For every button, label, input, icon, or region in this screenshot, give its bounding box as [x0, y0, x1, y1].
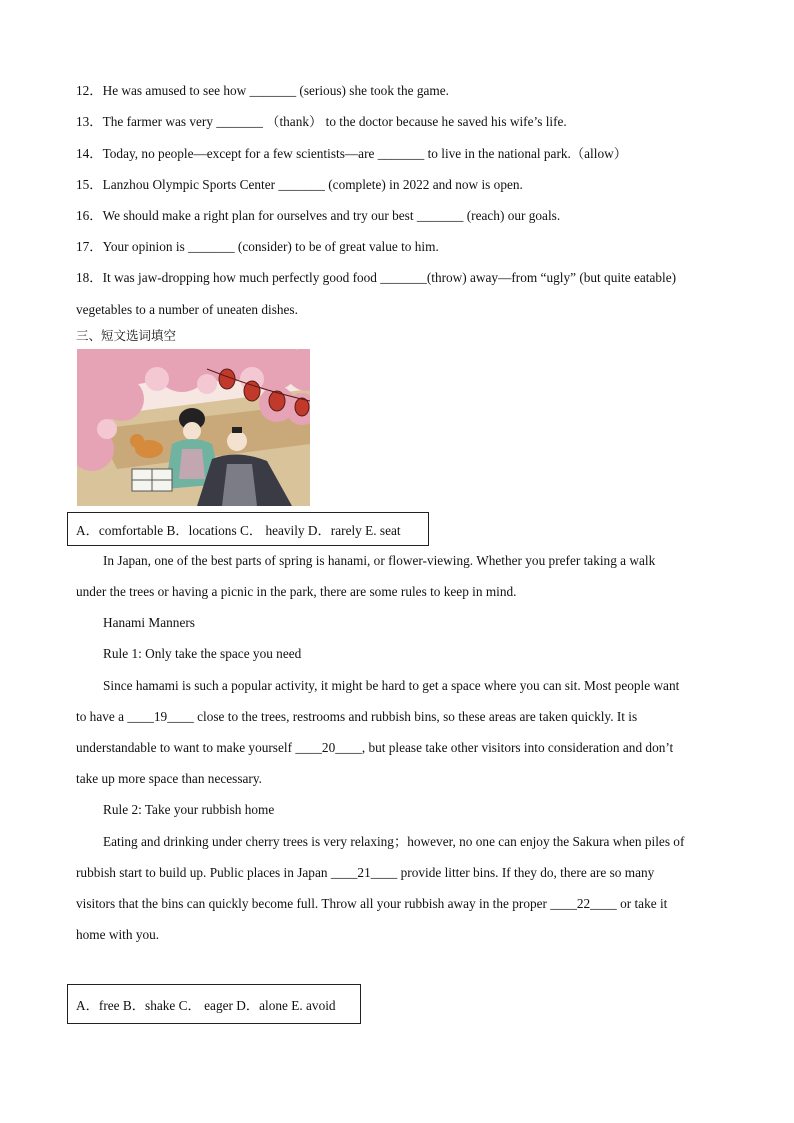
- rule-1-line-4: take up more space than necessary.: [76, 771, 262, 786]
- rule-2-heading: Rule 2: Take your rubbish home: [103, 802, 275, 817]
- hanami-illustration-svg: [77, 349, 310, 506]
- passage-title: Hanami Manners: [103, 615, 195, 630]
- rule-2-line-4: home with you.: [76, 927, 160, 942]
- rule-2-line-2: rubbish start to build up. Public places in Japan ____21____ provide litter bins. If they do, there are so many: [76, 865, 655, 880]
- sentence-13: 13．The farmer was very _______ （thank） to the doctor because he saved his wife’s life.: [76, 114, 567, 129]
- word-bank-1: [67, 512, 429, 546]
- rule-1-heading: Rule 1: Only take the space you need: [103, 646, 302, 661]
- sentence-12: 12．He was amused to see how _______ (serious) she took the game.: [76, 83, 449, 98]
- sentence-17: 17．Your opinion is _______ (consider) to be of great value to him.: [76, 239, 439, 254]
- rule-2-line-1: Eating and drinking under cherry trees is very relaxing；however, no one can enjoy the Sakura when piles of: [103, 834, 685, 849]
- passage-intro-line-2: under the trees or having a picnic in the park, there are some rules to keep in mind.: [76, 584, 517, 599]
- section-heading: 三、短文选词填空: [76, 328, 177, 343]
- rule-1-line-3: understandable to want to make yourself ____20____, but please take other visitors into consideration and don’t: [76, 740, 674, 755]
- sentence-18-continued: vegetables to a number of uneaten dishes.: [76, 302, 298, 317]
- sentence-18: 18．It was jaw-dropping how much perfectly good food _______(throw) away—from “ugly” (but quite eatable): [76, 270, 677, 285]
- passage-intro-line-1: In Japan, one of the best parts of spring is hanami, or flower-viewing. Whether you prefer taking a walk: [103, 553, 656, 568]
- rule-1-line-1: Since hamami is such a popular activity, it might be hard to get a space where you can sit. Most people want: [103, 678, 680, 693]
- rule-1-line-2: to have a ____19____ close to the trees, restrooms and rubbish bins, so these areas are taken quickly. It is: [76, 709, 638, 724]
- word-bank-2-text: A．free B．shake C． eager D．alone E. avoid: [76, 997, 336, 1013]
- sentence-15: 15．Lanzhou Olympic Sports Center _______ (complete) in 2022 and now is open.: [76, 177, 523, 192]
- sentence-16: 16．We should make a right plan for ourselves and try our best _______ (reach) our goals.: [76, 208, 561, 223]
- word-bank-1-text: A．comfortable B．locations C． heavily D．rarely E. seat: [76, 522, 401, 538]
- hanami-illustration: [77, 349, 310, 506]
- word-bank-2: [67, 984, 361, 1024]
- rule-2-line-3: visitors that the bins can quickly become full. Throw all your rubbish away in the proper ____22____ or take it: [76, 896, 668, 911]
- sentence-14: 14．Today, no people—except for a few scientists—are _______ to live in the national park.（allow）: [76, 146, 627, 161]
